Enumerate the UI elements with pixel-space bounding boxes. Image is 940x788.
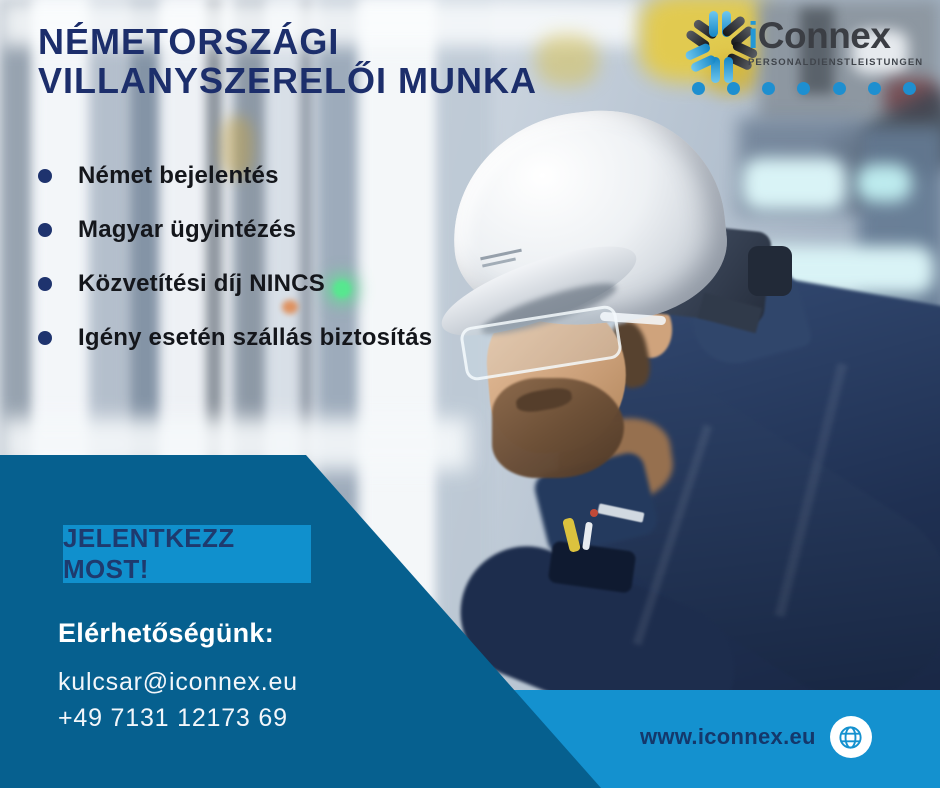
- bullet-dot-icon: [38, 223, 52, 237]
- contact-phone: +49 7131 12173 69: [58, 704, 288, 732]
- page-title: [38, 22, 537, 100]
- contact-heading: Elérhetőségünk:: [58, 618, 275, 648]
- bullet-dot-icon: [38, 331, 52, 345]
- globe-icon: [830, 716, 872, 758]
- logo: [688, 10, 924, 110]
- logo-name-rest: Connex: [757, 15, 891, 56]
- logo-dot: [868, 82, 881, 95]
- bullet-dot-icon: [38, 169, 52, 183]
- logo-subtitle: PERSONALDIENSTLEISTUNGEN: [748, 57, 924, 68]
- benefits-list: [38, 156, 432, 372]
- website-url: www.iconnex.eu: [640, 724, 816, 749]
- logo-dot: [727, 82, 740, 95]
- benefit-text: Közvetítési díj NINCS: [78, 270, 325, 297]
- logo-dot: [692, 82, 705, 95]
- logo-dot: [903, 82, 916, 95]
- logo-dot: [833, 82, 846, 95]
- list-item: [38, 318, 432, 358]
- starburst-icon: [688, 12, 754, 82]
- logo-dot: [762, 82, 775, 95]
- logo-name: [748, 15, 890, 56]
- benefit-text: Magyar ügyintézés: [78, 216, 297, 243]
- list-item: [38, 210, 432, 250]
- list-item: [38, 264, 432, 304]
- logo-dot: [797, 82, 810, 95]
- list-item: [38, 156, 432, 196]
- website: [640, 716, 872, 758]
- bullet-dot-icon: [38, 277, 52, 291]
- title-line-2: VILLANYSZERELŐI MUNKA: [38, 60, 538, 101]
- apply-button[interactable]: JELENTKEZZ MOST!: [63, 525, 311, 583]
- benefit-text: Igény esetén szállás biztosítás: [78, 324, 433, 351]
- logo-wordmark: [748, 16, 923, 68]
- benefit-text: Német bejelentés: [78, 162, 279, 189]
- logo-name-i: i: [748, 15, 758, 56]
- title-line-1: NÉMETORSZÁGI: [38, 21, 340, 62]
- contact-email: kulcsar@iconnex.eu: [58, 668, 298, 696]
- logo-dots: [692, 82, 916, 95]
